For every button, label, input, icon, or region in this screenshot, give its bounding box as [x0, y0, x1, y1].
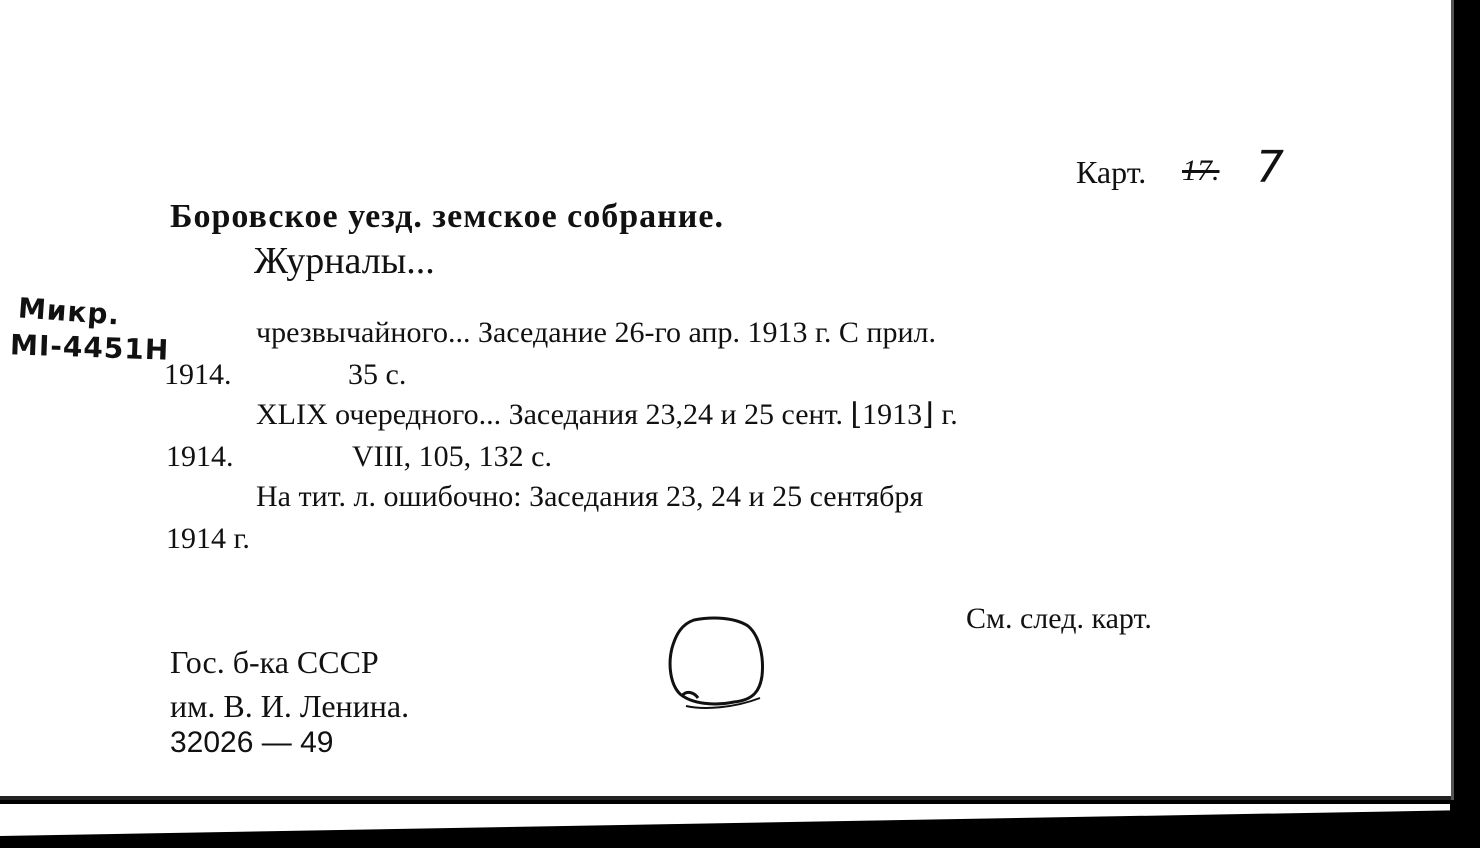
note-text: На тит. л. ошибочно: Заседания 23, 24 и 25 сентября [256, 480, 924, 513]
card-number-old: 17. [1182, 154, 1220, 187]
entry-2-text: XLIX очередного... Заседания 23,24 и 25 сент. ⌊1913⌋ г. [256, 398, 958, 431]
next-card-reference: См. след. карт. [966, 602, 1152, 635]
scan-bottom-edge-line [0, 796, 1460, 800]
microfilm-label: Микр. [17, 291, 122, 332]
library-name: Гос. б-ка СССР [170, 644, 379, 680]
card-number-label: Карт. [1076, 154, 1147, 190]
entry-1-year: 1914. [164, 358, 232, 391]
entry-1-text: чрезвычайного... Заседание 26-го апр. 1913 г. С прил. [256, 316, 936, 349]
card-heading: Боровское уезд. земское собрание. [170, 198, 724, 235]
library-stamp [664, 614, 768, 710]
entry-2-pages: VIII, 105, 132 с. [352, 440, 552, 473]
scan-right-border [1454, 0, 1480, 848]
note-year: 1914 г. [166, 522, 250, 555]
print-code: 32026 — 49 [170, 726, 334, 759]
entry-1-pages: 35 с. [348, 358, 407, 391]
microfilm-number: MI-4451H [9, 328, 170, 367]
card-subtitle: Журналы... [254, 240, 435, 282]
entry-2-year: 1914. [166, 440, 234, 473]
card-number-new: 7 [1256, 142, 1284, 193]
library-dedication: им. В. И. Ленина. [170, 688, 410, 724]
scan-right-edge-line [1451, 0, 1454, 800]
